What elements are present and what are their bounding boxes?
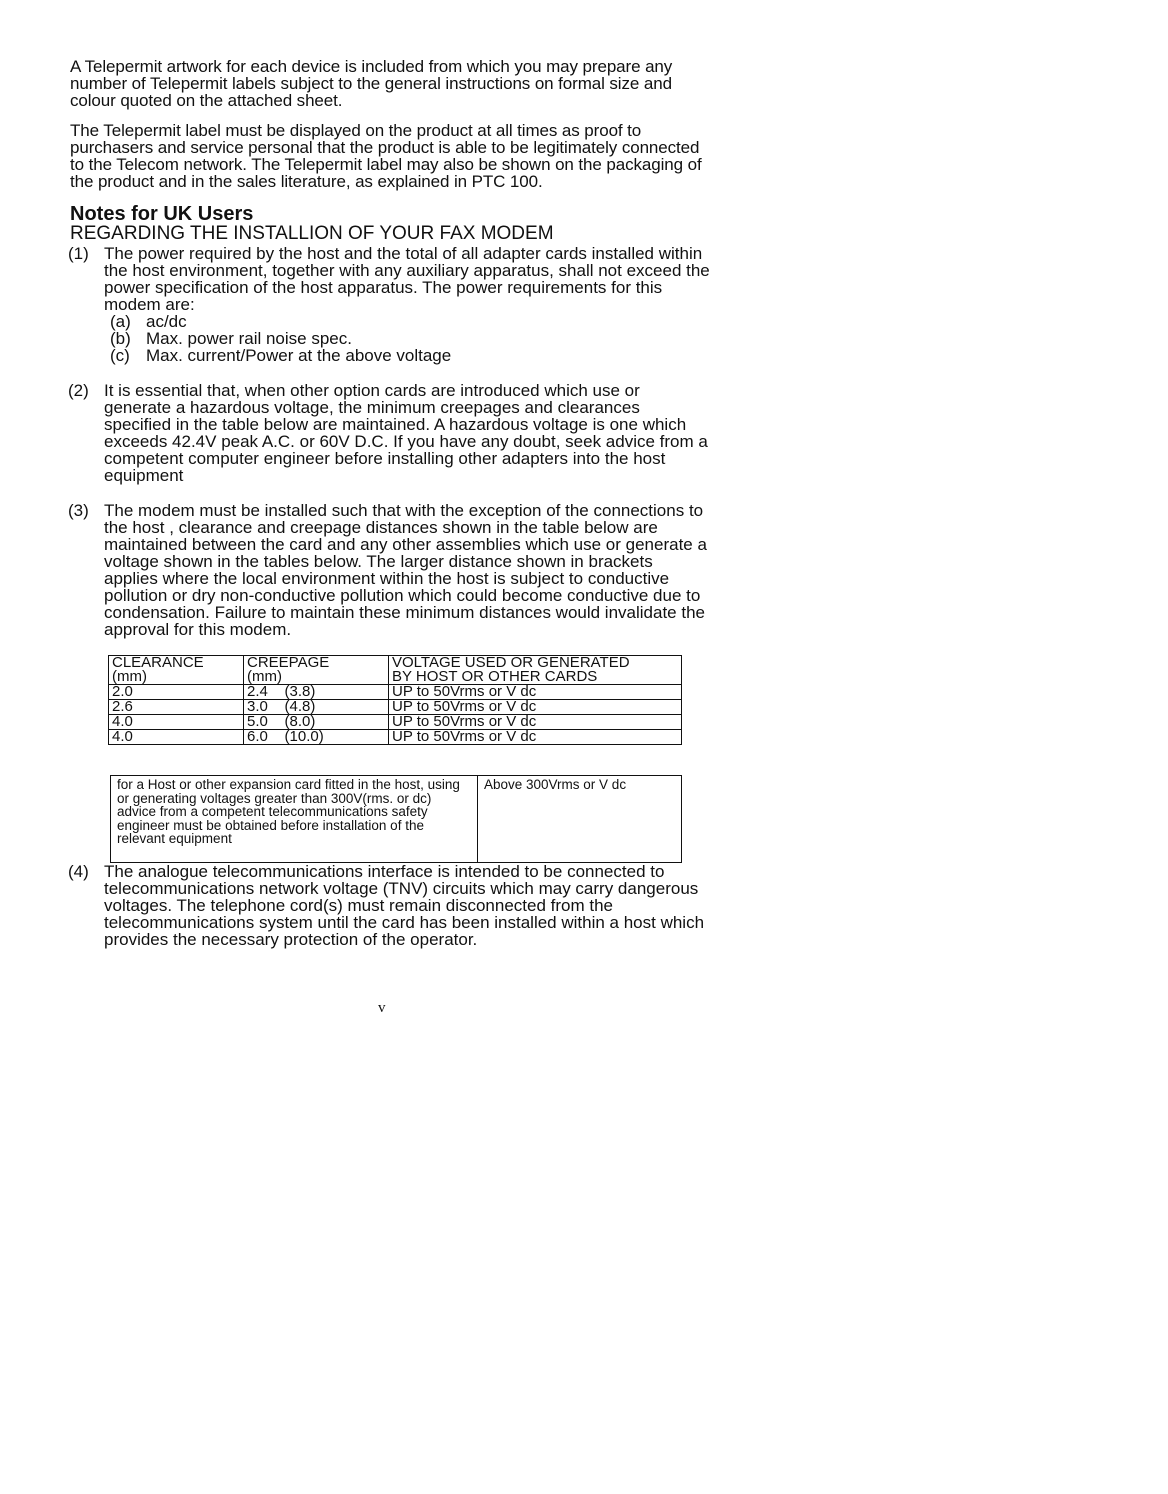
regarding-heading: REGARDING THE INSTALLION OF YOUR FAX MODEM xyxy=(70,223,554,244)
table-cell: 2.6 xyxy=(109,700,244,715)
table-cell: UP to 50Vrms or V dc xyxy=(389,685,682,700)
intro-paragraph-2: The Telepermit label must be displayed on the product at all times as proof to purchasers and service personal that the product is able to be legitimately connected to the Telecom network. The Telepermit label may also be shown on the packaging of the product and in the sales literature, as explained in PTC 100. xyxy=(70,121,702,191)
note-item-2 xyxy=(70,382,710,484)
clearance-creepage-table xyxy=(108,655,682,745)
document-page xyxy=(70,58,710,948)
table-cell: UP to 50Vrms or V dc xyxy=(389,700,682,715)
table-cell: 2.4 (3.8) xyxy=(244,685,389,700)
table-cell: 2.0 xyxy=(109,685,244,700)
spacer xyxy=(70,364,710,382)
table-cell: 4.0 xyxy=(109,715,244,730)
table-cell: 5.0 (8.0) xyxy=(244,715,389,730)
notes-heading: Notes for UK Users xyxy=(70,203,254,225)
note-item-text: It is essential that, when other option cards are introduced which use or generate a hazardous voltage, the minimum creepages and clearances specified in the table below are maintained. A hazardous voltage is one which exceeds 42.4V peak A.C. or 60V D.C. If you have any doubt, seek advice from a competent computer engineer before installing other adapters into the host equipment xyxy=(104,381,708,485)
table-row xyxy=(109,730,682,745)
table-cell: UP to 50Vrms or V dc xyxy=(389,715,682,730)
note-item-number: (2) xyxy=(68,381,89,400)
note-item-3 xyxy=(70,502,710,638)
power-requirements-list xyxy=(104,313,710,364)
header-line: CREEPAGE xyxy=(247,654,330,671)
table-cell: 3.0 (4.8) xyxy=(244,700,389,715)
column-header-creepage xyxy=(244,656,389,685)
table-row xyxy=(111,776,682,863)
list-item-marker: (b) xyxy=(110,329,131,348)
header-line: (mm) xyxy=(247,668,282,685)
list-item xyxy=(110,313,710,330)
table-cell: 6.0 (10.0) xyxy=(244,730,389,745)
note-item-text: The power required by the host and the total of all adapter cards installed within the host environment, together with any auxiliary apparatus, shall not exceed the power specification of the host apparatus. The power requirements for this modem are: xyxy=(104,244,710,314)
page-number: v xyxy=(378,1000,386,1016)
header-line: (mm) xyxy=(112,668,147,685)
list-item-text: Max. power rail noise spec. xyxy=(146,329,352,348)
warning-text-cell: for a Host or other expansion card fitted in the host, using or generating voltages greater than 300V(rms. or dc) advice from a competent telecommunications safety engineer must be obtained before installation of the relevant equipment xyxy=(111,776,478,863)
table-header-row xyxy=(109,656,682,685)
header-line: VOLTAGE USED OR GENERATED xyxy=(392,654,630,671)
note-item-4 xyxy=(70,863,710,948)
high-voltage-warning-table xyxy=(110,775,682,863)
warning-voltage-cell: Above 300Vrms or V dc xyxy=(478,776,682,863)
header-line: BY HOST OR OTHER CARDS xyxy=(392,668,598,685)
note-item-number: (4) xyxy=(68,862,89,881)
note-item-1 xyxy=(70,245,710,364)
note-item-number: (3) xyxy=(68,501,89,520)
column-header-voltage xyxy=(389,656,682,685)
column-header-clearance xyxy=(109,656,244,685)
list-item-text: ac/dc xyxy=(146,312,187,331)
table-cell: 4.0 xyxy=(109,730,244,745)
list-item-text: Max. current/Power at the above voltage xyxy=(146,346,452,365)
list-item-marker: (c) xyxy=(110,346,130,365)
spacer xyxy=(70,484,710,502)
intro-paragraph-1: A Telepermit artwork for each device is included from which you may prepare any number of Telepermit labels subject to the general instructions on formal size and colour quoted on the attached sheet. xyxy=(70,57,673,110)
note-item-text: The modem must be installed such that with the exception of the connections to the host , clearance and creepage distances shown in the table below are maintained between the card and any other assemblies which use or generate a voltage shown in the tables below. The larger distance shown in brackets applies where the local environment within the host is subject to conductive pollution or dry non-conductive pollution which could become conductive due to condensation. Failure to maintain these minimum distances would invalidate the approval for this modem. xyxy=(104,501,707,639)
header-line: CLEARANCE xyxy=(112,654,204,671)
list-item xyxy=(110,347,710,364)
note-item-text: The analogue telecommunications interface is intended to be connected to telecommunications network voltage (TNV) circuits which may carry dangerous voltages. The telephone cord(s) must remain disconnected from the telecommunications system until the card has been installed within a host which provides the necessary protection of the operator. xyxy=(104,862,705,949)
table-cell: UP to 50Vrms or V dc xyxy=(389,730,682,745)
list-item-marker: (a) xyxy=(110,312,131,331)
note-item-number: (1) xyxy=(68,244,89,263)
list-item xyxy=(110,330,710,347)
